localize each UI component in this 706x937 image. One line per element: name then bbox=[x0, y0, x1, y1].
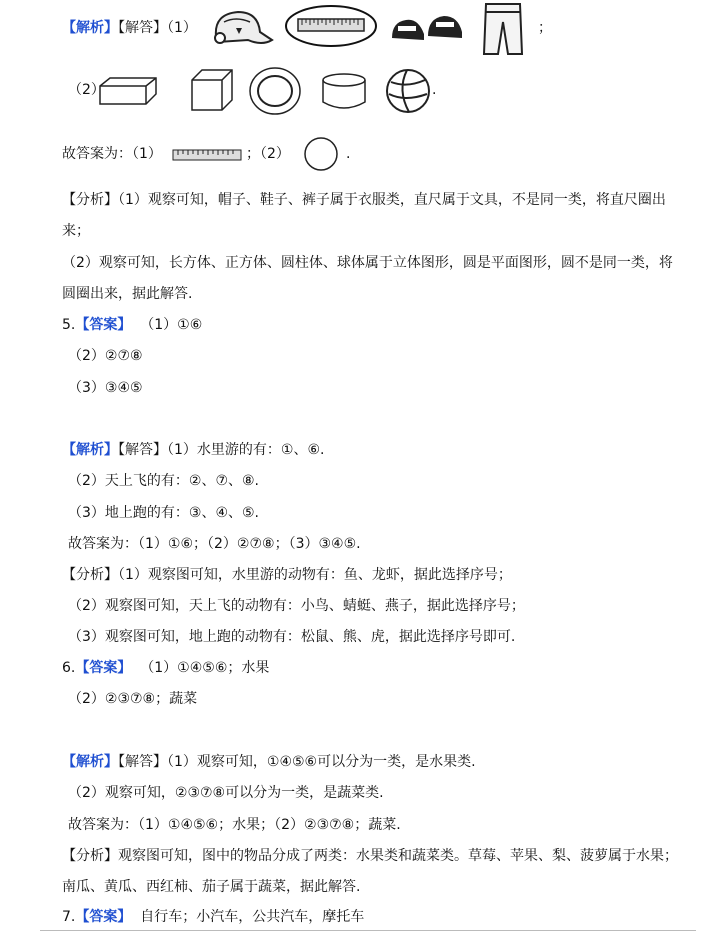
q5-analysis bbox=[62, 440, 324, 460]
fenxi-tag: 【分析】 bbox=[62, 848, 118, 864]
period: . bbox=[432, 82, 437, 98]
answer-part: （1）①④⑤⑥；水果 bbox=[140, 660, 270, 676]
cylinder-icon bbox=[320, 72, 368, 112]
q4-fenxi-2: （2）观察可知，长方体、正方体、圆柱体、球体属于立体图形，圆是平面图形，圆不是同一类，将 bbox=[62, 255, 673, 271]
fenxi-text: 观察图可知，图中的物品分成了两类：水果类和蔬菜类。草莓、苹果、梨、菠萝属于水果； bbox=[118, 848, 678, 864]
part-label: （1） bbox=[167, 20, 197, 36]
plate-icon bbox=[248, 66, 302, 116]
so-answer-mid: ；（2） bbox=[246, 146, 290, 162]
q6-fenxi-2: 南瓜、黄瓜、西红柿、茄子属于蔬菜，据此解答. bbox=[62, 879, 361, 895]
q6-answer bbox=[62, 658, 269, 678]
q5-answer-2: （2）②⑦⑧ bbox=[68, 348, 143, 364]
fenxi-text: （1）观察图可知，水里游的动物有：鱼、龙虾，据此选择序号； bbox=[118, 567, 512, 583]
ruler-icon bbox=[284, 3, 378, 49]
pants-icon bbox=[480, 2, 526, 56]
fenxi-tag: 【分析】 bbox=[62, 567, 118, 583]
solution-line: （1）观察可知，①④⑤⑥可以分为一类，是水果类. bbox=[167, 754, 476, 770]
q5-solution-3: （3）地上跑的有：③、④、⑤. bbox=[68, 505, 260, 521]
q5-answer-3: （3）③④⑤ bbox=[68, 380, 143, 396]
question-number: 6. bbox=[62, 660, 76, 676]
answer-tag: 【答案】 bbox=[75, 660, 132, 676]
answer-text: 自行车；小汽车，公共汽车，摩托车 bbox=[140, 909, 365, 925]
q6-answer-2: （2）②③⑦⑧；蔬菜 bbox=[68, 691, 198, 707]
answer-tag: 【解答】 bbox=[118, 754, 167, 770]
q7-answer bbox=[62, 907, 364, 927]
question-number: 5. bbox=[62, 317, 76, 333]
answer-tag: 【解答】 bbox=[118, 20, 167, 36]
q5-solution-2: （2）天上飞的有：②、⑦、⑧. bbox=[68, 473, 260, 489]
question-number: 7. bbox=[62, 909, 76, 925]
q5-answer bbox=[62, 315, 202, 335]
fenxi-tag: 【分析】 bbox=[62, 192, 118, 208]
answer-part: （1）①⑥ bbox=[140, 317, 203, 333]
answer-tag: 【答案】 bbox=[75, 909, 132, 925]
circle-icon bbox=[302, 136, 340, 172]
q6-fenxi-1 bbox=[62, 846, 678, 866]
ball-icon bbox=[385, 68, 431, 114]
cuboid-icon bbox=[98, 76, 158, 106]
so-answer-end: . bbox=[346, 146, 351, 162]
q4-fenxi-1b: 来； bbox=[62, 223, 90, 239]
cap-icon bbox=[206, 6, 276, 52]
q4-fenxi-2b: 圆圈出来，据此解答. bbox=[62, 286, 193, 302]
so-answer-prefix: 故答案为：（1） bbox=[62, 146, 162, 162]
q4-fenxi-1 bbox=[62, 190, 666, 210]
part-label-2: （2） bbox=[68, 82, 105, 98]
ruler-icon bbox=[172, 149, 242, 161]
q6-so-answer: 故答案为：（1）①④⑤⑥；水果；（2）②③⑦⑧；蔬菜. bbox=[68, 817, 401, 833]
analysis-tag: 【解析】 bbox=[62, 20, 118, 36]
analysis-tag: 【解析】 bbox=[62, 442, 118, 458]
answer-tag: 【答案】 bbox=[75, 317, 132, 333]
q5-fenxi-1 bbox=[62, 565, 512, 585]
q6-analysis bbox=[62, 752, 476, 772]
q5-fenxi-3: （3）观察图可知，地上跑的动物有：松鼠、熊、虎，据此选择序号即可. bbox=[68, 629, 516, 645]
q6-solution-2: （2）观察可知，②③⑦⑧可以分为一类，是蔬菜类. bbox=[68, 785, 384, 801]
semicolon: ； bbox=[538, 20, 552, 36]
sandals-icon bbox=[388, 8, 466, 44]
q5-fenxi-2: （2）观察图可知，天上飞的动物有：小鸟、蜻蜓、燕子，据此选择序号； bbox=[68, 598, 525, 614]
fenxi-text: （1）观察可知，帽子、鞋子、裤子属于衣服类，直尺属于文具，不是同一类，将直尺圈出 bbox=[118, 192, 666, 208]
page-divider bbox=[40, 930, 696, 931]
cube-icon bbox=[190, 68, 234, 112]
analysis-tag: 【解析】 bbox=[62, 754, 118, 770]
q5-so-answer: 故答案为：（1）①⑥；（2）②⑦⑧；（3）③④⑤. bbox=[68, 536, 361, 552]
solution-line: （1）水里游的有：①、⑥. bbox=[167, 442, 325, 458]
q4-answer-row1 bbox=[62, 18, 197, 38]
answer-tag: 【解答】 bbox=[118, 442, 167, 458]
